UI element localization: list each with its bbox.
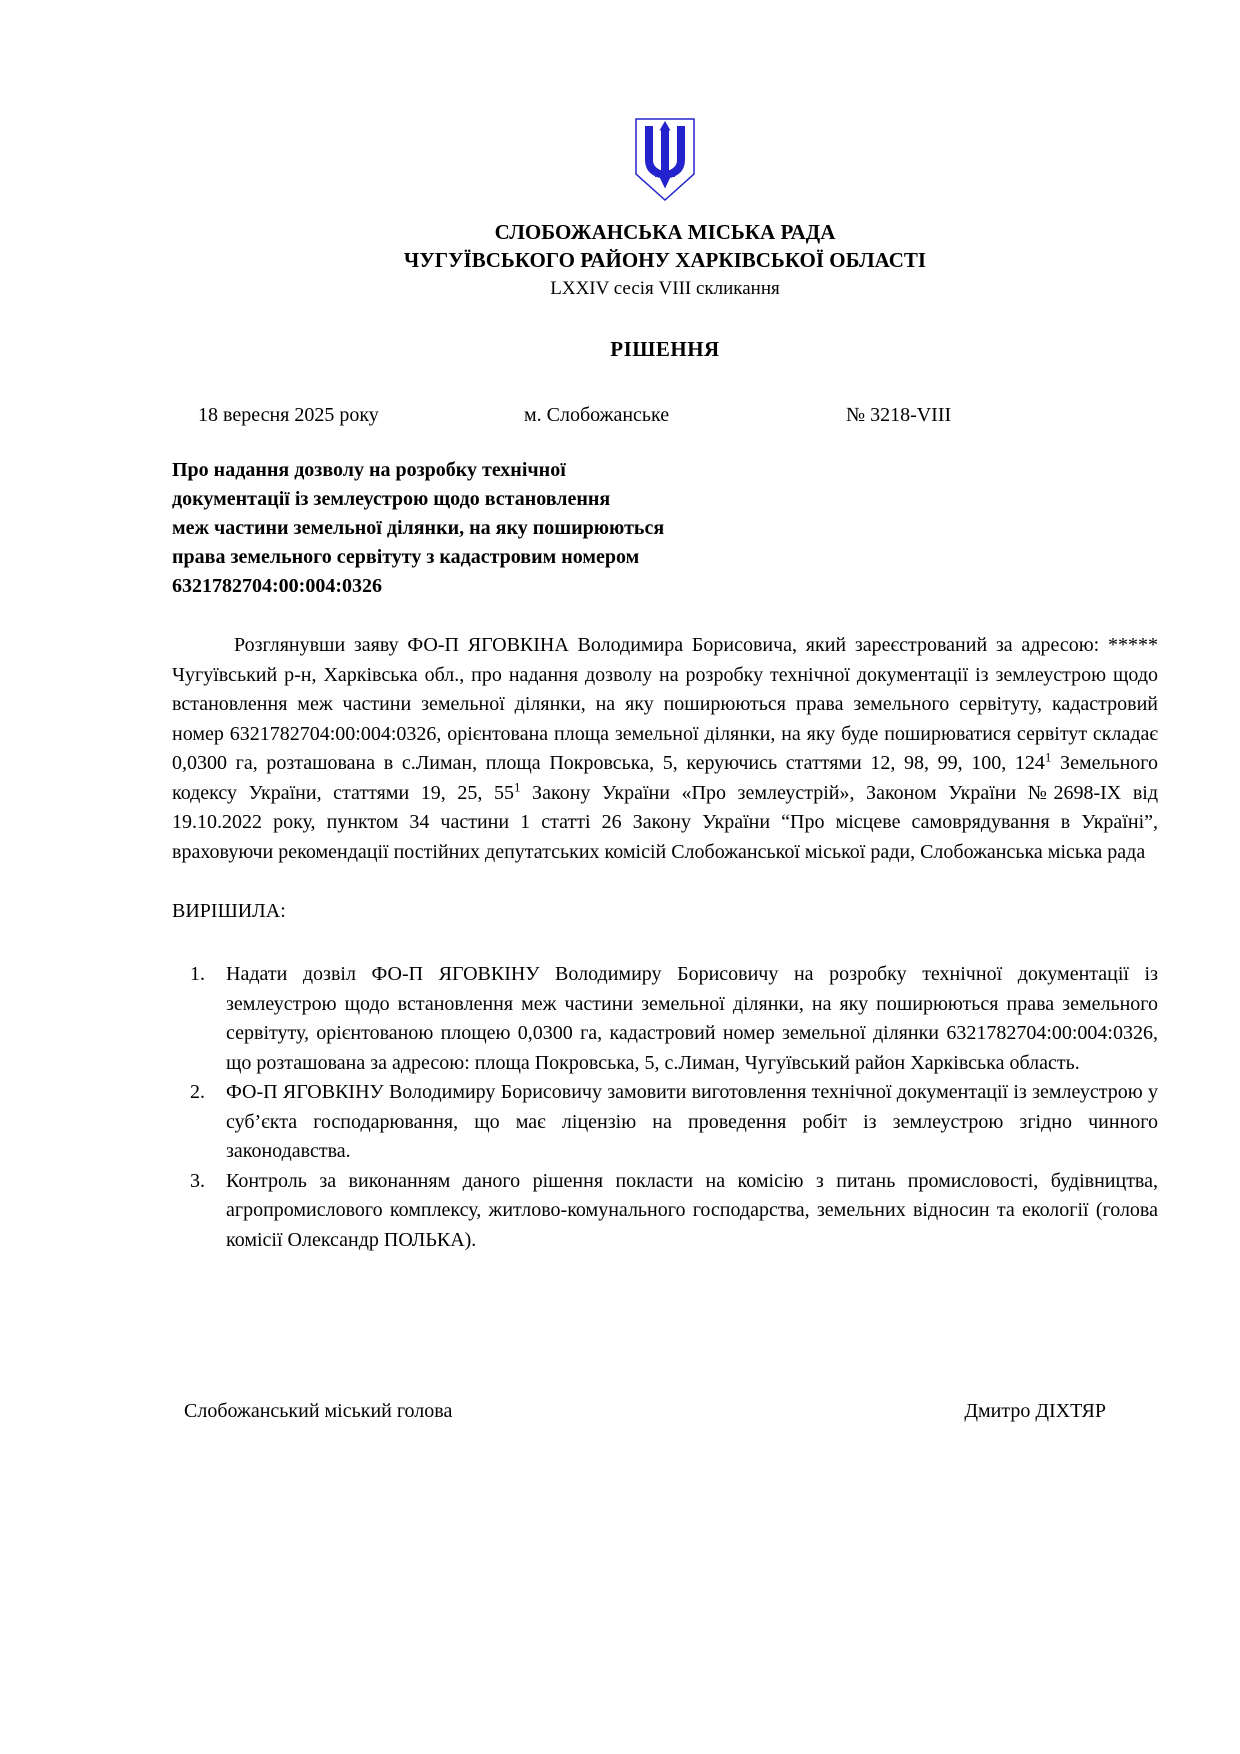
subject-line: меж частини земельної ділянки, на яку поширюються [172, 517, 665, 539]
resolution-item-number: 3. [190, 1169, 205, 1192]
preamble-paragraph [172, 631, 1158, 867]
document-meta-row [172, 402, 1158, 428]
signature-row [172, 1397, 1158, 1425]
resolution-item [172, 960, 1158, 1078]
subject-line: Про надання дозволу на розробку технічної [172, 459, 566, 481]
preamble-text-part1: Розглянувши заяву ФО-П ЯГОВКІНА Володимира Борисовича, який зареєстрований за адресою: ***** Чугуївський р-н, Харківська обл., про надання дозволу на розробку технічної документації із землеустрою щодо встановлення меж частини земельної ділянки, на яку поширюються права земельного сервітуту, кадастровий номер 6321782704:00:004:0326, орієнтована площа земельної ділянки, на яку буде поширюватися сервітут складає 0,0300 га, розташована в с.Лиман, площа Покровська, 5, керуючись статтями 12, 98, 99, 100, 124 [172, 634, 1158, 774]
signatory-name: Дмитро ДІХТЯР [964, 1400, 1106, 1422]
preamble-superscript-2: 1 [513, 778, 521, 794]
resolution-item-text: Контроль за виконанням даного рішення покласти на комісію з питань промисловості, будівництва, агропромислового комплексу, житлово-комунального господарства, земельних відносин та екології (голова комісії Олександр ПОЛЬКА). [226, 1169, 1158, 1251]
resolution-item [172, 1078, 1158, 1167]
document-type-heading: РІШЕННЯ [610, 337, 720, 361]
signatory-title: Слобожанський міський голова [184, 1400, 453, 1422]
document-place: м. Слобожанське [524, 404, 670, 426]
document-date: 18 вересня 2025 року [198, 404, 379, 426]
emblem-container [172, 116, 1158, 210]
subject-line: 6321782704:00:004:0326 [172, 575, 382, 597]
document-number: № 3218-VIII [846, 404, 952, 426]
emblem-trident-glyph [645, 121, 685, 189]
resolution-item-text: ФО-П ЯГОВКІНУ Володимиру Борисовичу замовити виготовлення технічної документації із землеустрою у суб’єкта господарювання, що має ліцензію на проведення робіт із землеустрою згідно чинного законодавства. [226, 1081, 1158, 1162]
resolution-item [172, 1167, 1158, 1256]
org-name-line1: СЛОБОЖАНСЬКА МІСЬКА РАДА [494, 220, 836, 244]
resolution-item-number: 1. [190, 963, 205, 985]
subject-block [172, 456, 1158, 601]
subject-line: документації із землеустрою щодо встановлення [172, 488, 611, 510]
preamble-text-part2: Земельного кодексу України, статтями 19, 25, 55 [172, 752, 1158, 804]
ukraine-trident-coat-of-arms-icon [633, 116, 697, 204]
resolved-heading: ВИРІШИЛА: [172, 900, 286, 922]
preamble-superscript-1: 1 [1044, 749, 1052, 765]
preamble-text-part3: Закону України «Про землеустрій», Законом України №2698-IX від 19.10.2022 року, пунктом 34 частини 1 статті 26 Закону України “Про місцеве самоврядування в Україні”, враховуючи рекомендації постійних депутатських комісій Слобожанської міської ради, Слобожанська міська рада [172, 781, 1158, 863]
org-name-line2: ЧУГУЇВСЬКОГО РАЙОНУ ХАРКІВСЬКОЇ ОБЛАСТІ [403, 248, 927, 272]
resolution-item-text: Надати дозвіл ФО-П ЯГОВКІНУ Володимиру Борисовичу на розробку технічної документації із землеустрою щодо встановлення меж частини земельної ділянки, на яку поширюються права земельного сервітуту, орієнтованою площею 0,0300 га, кадастровий номер земельної ділянки 6321782704:00:004:0326, що розташована за адресою: площа Покровська, 5, с.Лиман, Чугуївський район Харківська область. [226, 963, 1158, 1074]
resolution-list [172, 960, 1158, 1255]
resolution-item-number: 2. [190, 1081, 205, 1103]
session-line: LXXIV сесія VIII скликання [550, 278, 780, 299]
subject-line: права земельного сервітуту з кадастровим номером [172, 546, 640, 568]
